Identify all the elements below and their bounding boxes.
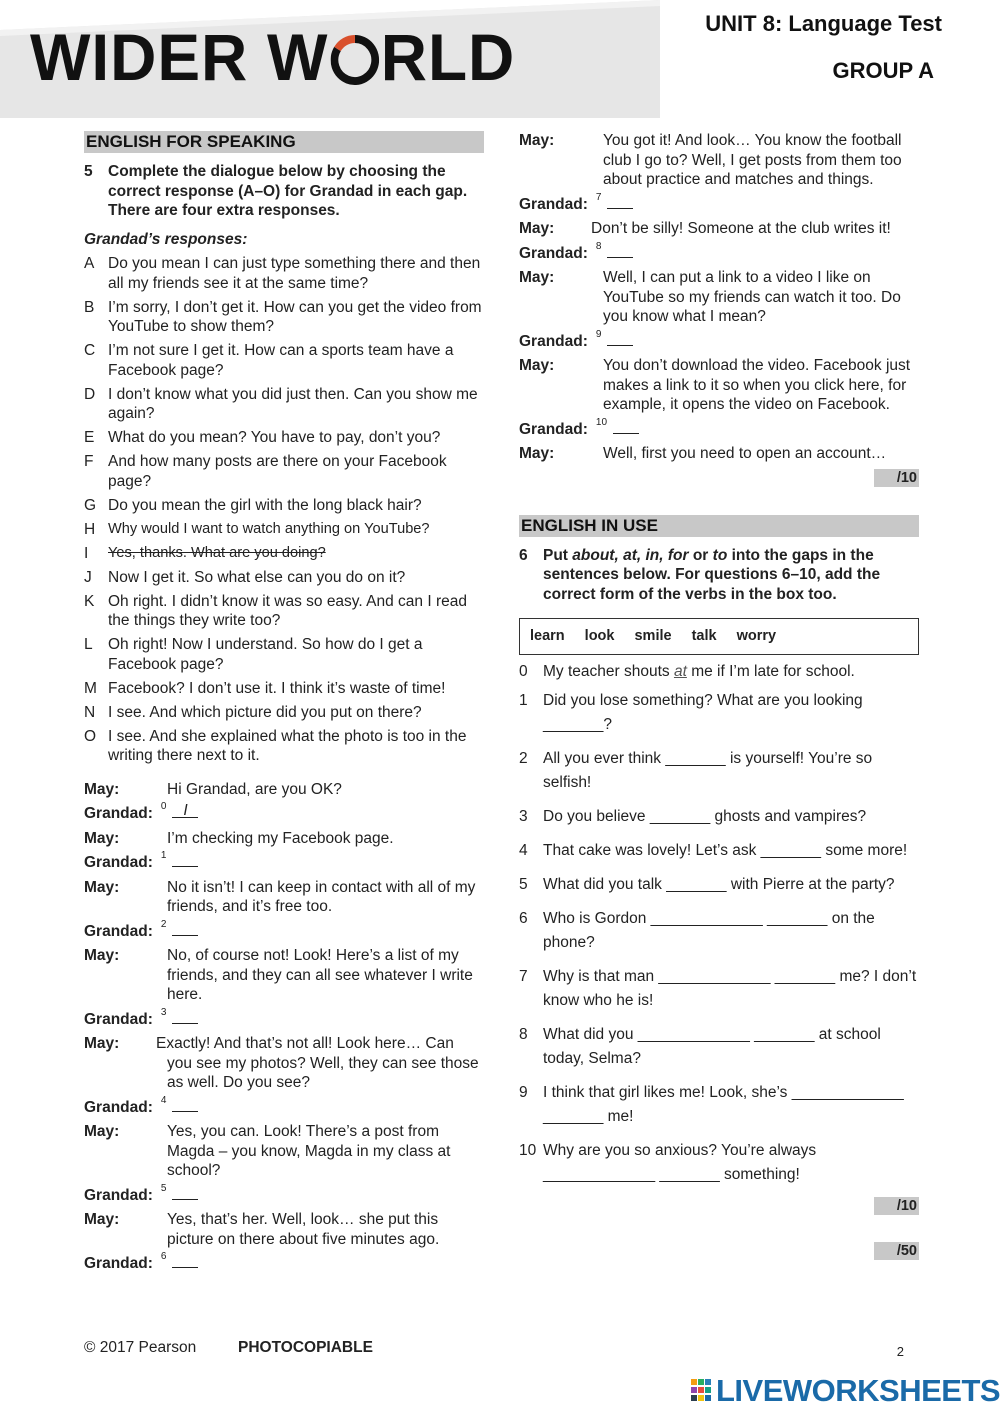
speaker-grandad: Grandad: — [84, 922, 153, 940]
speaking-score — [519, 469, 919, 487]
gap-number: 2 — [160, 918, 167, 930]
copyright: © 2017 Pearson — [84, 1339, 197, 1356]
question-text — [543, 660, 919, 684]
total-score — [519, 1242, 919, 1260]
dialogue-right — [519, 131, 919, 464]
q0-part: My teacher shouts — [543, 663, 674, 680]
response-letter: G — [84, 496, 97, 514]
dialogue-line — [84, 801, 484, 824]
task-text — [543, 546, 919, 605]
q0-part: me if I’m late for school. — [686, 663, 855, 680]
question-text[interactable]: What did you talk _______ with Pierre at the party? — [543, 876, 895, 893]
question-text[interactable]: That cake was lovely! Let’s ask _______ some more! — [543, 842, 908, 859]
word-smile: smile — [634, 627, 672, 644]
response-text: I’m sorry, I don’t get it. How can you get the video from YouTube to show them? — [108, 298, 482, 335]
instr-part: Put — [543, 546, 573, 564]
response-f — [84, 452, 484, 491]
response-text: Oh right. I didn’t know it was so easy. And can I read the things they write too? — [108, 592, 467, 629]
speaker-grandad: Grandad: — [84, 805, 153, 822]
may-speech: No, of course not! Look! Here’s a list of my friends, and they can all see whatever I write here. — [167, 947, 473, 1003]
response-text: What do you mean? You have to pay, don’t you? — [108, 429, 441, 446]
dialogue-line — [519, 219, 919, 239]
may-speech: Yes, you can. Look! There’s a post from Magda – you know, Magda in my class at school? — [167, 1123, 451, 1179]
verb-word-box — [519, 618, 919, 655]
response-text: Yes, thanks. What are you doing? — [108, 544, 326, 561]
response-letter: L — [84, 636, 93, 653]
dialogue-line — [519, 356, 919, 415]
speaker-grandad: Grandad: — [84, 1010, 153, 1028]
unit-title: UNIT 8: Language Test — [705, 11, 942, 36]
gap-answer-input[interactable] — [172, 922, 198, 936]
instr-part: into the gaps in the sentences below. For questions 6–10, add the correct form of the verbs in the box too. — [543, 546, 881, 603]
task-number: 6 — [519, 546, 528, 564]
response-l — [84, 635, 484, 674]
dialogue-line — [84, 1182, 484, 1206]
response-text: I see. And she explained what the photo is too in the writing there next to it. — [108, 727, 467, 764]
speaker-grandad: Grandad: — [84, 1186, 153, 1204]
speaker-grandad: Grandad: — [84, 1255, 153, 1272]
response-letter: J — [84, 568, 92, 586]
response-text: Facebook? I don’t use it. I think it’s waste of time! — [108, 679, 446, 697]
response-k — [84, 592, 484, 631]
response-j — [84, 568, 484, 588]
word-learn: learn — [530, 627, 565, 644]
dialogue-line — [519, 191, 919, 215]
response-d — [84, 385, 484, 424]
speaker-may: May: — [519, 269, 555, 286]
use-score — [519, 1197, 919, 1215]
speaker-grandad: Grandad: — [519, 195, 588, 213]
may-speech: You don’t download the video. Facebook just makes a link to it so when you click here, for example, it opens the video on Facebook. — [603, 357, 911, 413]
question-number: 0 — [519, 663, 528, 680]
response-text: I don’t know what you did just then. Can you show me again? — [108, 385, 478, 422]
gap-answer-input[interactable] — [172, 853, 198, 867]
instr-prepositions: about, at, in, for — [572, 546, 689, 564]
question-8 — [519, 1023, 919, 1071]
dialogue-line — [84, 918, 484, 942]
dialogue-line — [84, 1034, 484, 1093]
speaker-may: May: — [519, 132, 555, 149]
response-c — [84, 341, 484, 380]
response-letter: M — [84, 679, 97, 697]
wider-world-logo — [30, 22, 515, 94]
dialogue-line — [519, 444, 919, 464]
speaker-grandad: Grandad: — [84, 1098, 153, 1116]
response-o — [84, 727, 484, 766]
question-text[interactable]: Did you lose something? What are you looking _______? — [543, 692, 863, 733]
question-3 — [519, 805, 919, 829]
questions-list — [519, 660, 919, 1187]
response-text: Why would I want to watch anything on YouTube? — [108, 520, 430, 537]
response-n — [84, 703, 484, 723]
dialogue-line — [84, 780, 484, 800]
dialogue-line — [84, 1122, 484, 1181]
response-letter: O — [84, 727, 97, 745]
response-text: And how many posts are there on your Facebook page? — [108, 453, 447, 490]
gap-number: 0 — [160, 801, 167, 812]
response-text: Oh right! Now I understand. So how do I get a Facebook page? — [108, 636, 423, 673]
dialogue-line — [519, 240, 919, 264]
response-b — [84, 298, 484, 337]
section-english-for-speaking: ENGLISH FOR SPEAKING — [84, 131, 484, 153]
response-m — [84, 679, 484, 699]
page-number: 2 — [896, 1344, 904, 1359]
dialogue-line — [519, 131, 919, 190]
gap-number: 5 — [160, 1182, 167, 1194]
dialogue-line — [84, 850, 484, 873]
speaker-may: May: — [84, 1211, 120, 1228]
question-example — [519, 660, 919, 684]
dialogue-line — [84, 1210, 484, 1249]
gap-answer-input[interactable] — [172, 1254, 198, 1268]
dialogue-line — [84, 878, 484, 917]
question-5 — [519, 873, 919, 897]
question-number: 2 — [519, 750, 528, 767]
response-letter: A — [84, 255, 95, 272]
response-letter: K — [84, 592, 95, 610]
question-7 — [519, 965, 919, 1013]
may-speech-first-line: Exactly! And that’s not all! Look here… Can — [156, 1035, 454, 1052]
may-speech: Hi Grandad, are you OK? — [167, 780, 342, 798]
liveworksheets-watermark — [691, 1373, 1000, 1409]
response-letter: I — [84, 544, 89, 562]
gap-answer-input[interactable] — [607, 332, 633, 346]
speaker-grandad: Grandad: — [84, 854, 153, 871]
question-number: 10 — [519, 1142, 537, 1159]
gap-number: 10 — [595, 416, 608, 428]
task-text: Complete the dialogue below by choosing the correct response (A–O) for Grandad in each gap. There are four extra responses. — [108, 163, 468, 219]
task-number: 5 — [84, 163, 93, 180]
speaker-grandad: Grandad: — [519, 420, 588, 438]
may-speech-continued: you see my photos? Well, they can see those as well. Do you see? — [167, 1054, 479, 1091]
word-worry: worry — [736, 627, 777, 644]
gap-number: 8 — [595, 240, 602, 252]
gap-number: 3 — [160, 1006, 167, 1018]
response-e — [84, 428, 484, 448]
response-letter: E — [84, 429, 95, 446]
question-items — [519, 689, 919, 1187]
instr-part: or — [688, 546, 713, 564]
score-box: /10 — [874, 1197, 919, 1215]
liveworksheets-text: LIVEWORKSHEETS — [716, 1373, 1000, 1409]
question-number: 5 — [519, 876, 528, 893]
may-speech: Well, I can put a link to a video I like on YouTube so my friends can watch it too. Do you know what I mean? — [603, 269, 901, 325]
question-number: 8 — [519, 1026, 528, 1043]
response-letter: N — [84, 703, 96, 721]
response-letter: H — [84, 520, 96, 538]
question-1 — [519, 689, 919, 737]
instr-preposition-to: to — [712, 546, 728, 564]
page-header — [0, 0, 1000, 118]
response-text: Do you mean I can just type something there and then all my friends see it at the same time? — [108, 255, 481, 292]
example-answer: at — [673, 663, 687, 680]
gap-answer-input[interactable] — [172, 1098, 198, 1112]
task-5-instruction — [84, 162, 484, 221]
logo-text-left: WIDER W — [30, 20, 329, 95]
response-letter: D — [84, 385, 96, 403]
dialogue-left — [84, 780, 484, 1274]
dialogue-line — [84, 946, 484, 1005]
gap-number: 9 — [595, 328, 602, 340]
gap-answer-input[interactable] — [172, 1186, 198, 1200]
question-number: 9 — [519, 1084, 528, 1101]
question-text[interactable]: I think that girl likes me! Look, she’s _____________ _______ me! — [543, 1084, 904, 1125]
gap-number: 4 — [160, 1094, 167, 1106]
task-6-instruction — [519, 546, 919, 605]
response-h — [84, 520, 484, 540]
response-text: Now I get it. So what else can you do on it? — [108, 568, 406, 586]
speaker-grandad: Grandad: — [519, 244, 588, 262]
speaker-may: May: — [84, 1035, 120, 1052]
liveworksheets-icon — [691, 1379, 713, 1403]
question-number: 3 — [519, 808, 528, 825]
may-speech: Yes, that’s her. Well, look… she put this picture on there about five minutes ago. — [167, 1211, 440, 1248]
gap-answer-example: I — [172, 804, 198, 818]
dialogue-line — [84, 829, 484, 849]
may-speech: I’m checking my Facebook page. — [167, 829, 394, 847]
dialogue-line — [519, 328, 919, 352]
speaker-may: May: — [84, 1123, 120, 1140]
question-number: 6 — [519, 910, 528, 927]
speaker-may: May: — [84, 947, 120, 964]
section-english-in-use: ENGLISH IN USE — [519, 515, 919, 537]
dialogue-line — [519, 268, 919, 327]
speaker-may: May: — [84, 878, 120, 896]
question-6 — [519, 907, 919, 955]
speaker-may: May: — [519, 220, 555, 237]
response-letter: F — [84, 453, 94, 470]
speaker-may: May: — [84, 780, 120, 798]
question-10 — [519, 1139, 919, 1187]
response-letter: C — [84, 342, 96, 359]
response-i — [84, 544, 484, 564]
dialogue-line — [84, 1094, 484, 1118]
photocopiable-label: PHOTOCOPIABLE — [238, 1339, 373, 1356]
question-text[interactable]: What did you _____________ _______ at school today, Selma? — [543, 1026, 881, 1067]
question-text[interactable]: Do you believe _______ ghosts and vampires? — [543, 808, 867, 825]
may-speech: Well, first you need to open an account… — [603, 445, 887, 462]
responses-heading: Grandad’s responses: — [84, 230, 248, 248]
speaker-may: May: — [84, 829, 120, 847]
question-text[interactable]: All you ever think _______ is yourself! You’re so selfish! — [543, 750, 873, 791]
speaker-grandad: Grandad: — [519, 332, 588, 350]
response-text: I see. And which picture did you put on there? — [108, 703, 422, 721]
word-look: look — [584, 627, 615, 644]
question-text[interactable]: Why is that man _____________ _______ me? I don’t know who he is! — [543, 968, 917, 1009]
question-2 — [519, 747, 919, 795]
question-9 — [519, 1081, 919, 1129]
question-text[interactable]: Why are you so anxious? You’re always _____________ _______ something! — [543, 1142, 817, 1183]
right-column — [519, 131, 919, 1260]
gap-number: 1 — [160, 850, 167, 861]
logo-text-right: RLD — [380, 20, 516, 95]
total-score-box: /50 — [874, 1242, 919, 1260]
gap-answer-input[interactable] — [172, 1010, 198, 1024]
may-speech: You got it! And look… You know the football club I go to? Well, I get posts from them too about practice and matches and things. — [603, 132, 902, 188]
response-g — [84, 496, 484, 516]
gap-number: 6 — [160, 1251, 167, 1262]
speaker-may: May: — [519, 445, 555, 462]
left-column — [84, 131, 484, 1279]
question-text[interactable]: Who is Gordon _____________ _______ on the phone? — [543, 910, 875, 951]
responses-list — [84, 254, 484, 766]
dialogue-line — [84, 1251, 484, 1274]
question-number: 4 — [519, 842, 528, 859]
group-title: GROUP A — [832, 58, 934, 83]
response-text: Do you mean the girl with the long black hair? — [108, 496, 422, 514]
gap-answer-input[interactable] — [607, 244, 633, 258]
may-speech: Don’t be silly! Someone at the club writes it! — [591, 220, 891, 237]
may-speech — [156, 1034, 484, 1093]
word-talk: talk — [691, 627, 717, 644]
may-speech: No it isn’t! I can keep in contact with all of my friends, and it’s free too. — [167, 878, 476, 915]
response-letter: B — [84, 298, 95, 316]
response-text: I’m not sure I get it. How can a sports team have a Facebook page? — [108, 342, 454, 379]
response-a — [84, 254, 484, 293]
question-number: 1 — [519, 692, 528, 709]
logo-o-icon — [330, 35, 379, 85]
question-4 — [519, 839, 919, 863]
question-number: 7 — [519, 968, 528, 985]
gap-number: 7 — [595, 191, 602, 203]
score-box: /10 — [874, 469, 919, 487]
gap-answer-input[interactable] — [607, 195, 633, 209]
speaker-may: May: — [519, 357, 555, 374]
dialogue-line — [84, 1006, 484, 1030]
gap-answer-input[interactable] — [613, 420, 639, 434]
dialogue-line — [519, 416, 919, 440]
